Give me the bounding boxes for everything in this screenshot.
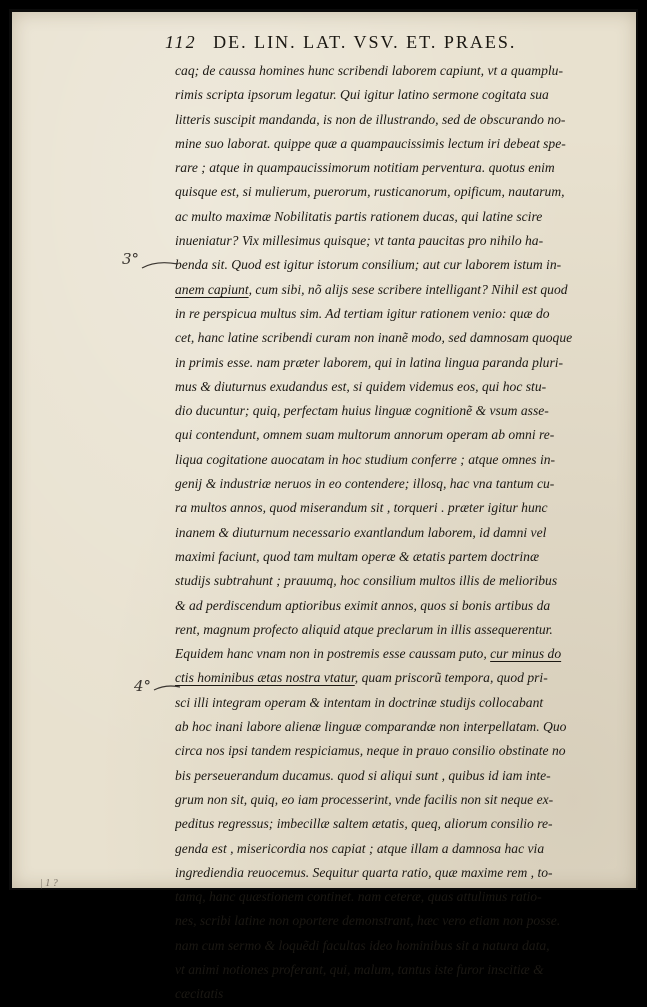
text-line: bis perseuerandum ducamus. quod si aliqui sunt , quibus id iam inte-	[175, 767, 551, 783]
page-number: 112	[165, 32, 197, 52]
text-line: cæcitatis	[175, 986, 224, 1002]
text-line: genij & industriæ neruos in eo contendere; illosq, hac vna tantum cu-	[175, 476, 555, 492]
text-line: dio ducuntur; quiq, perfectam huius linguæ cognitionẽ & vsum asse-	[175, 403, 549, 419]
underlined-phrase: anem capiunt	[175, 281, 249, 297]
running-header	[165, 32, 605, 58]
text-line: inueniatur? Vix millesimus quisque; vt tanta paucitas pro nihilo ha-	[175, 233, 544, 249]
text-line: rent, magnum profecto aliquid atque preclarum in illis assequerentur.	[175, 621, 553, 637]
text-line: & ad perdiscendum aptioribus eximit annos, quos si bonis artibus da	[175, 597, 551, 613]
running-title: DE. LIN. LAT. VSV. ET. PRAES.	[213, 32, 517, 52]
text-line: litteris suscipit mandanda, is non de illustrando, sed de obscurando no-	[175, 111, 566, 127]
text-line: circa nos ipsi tandem respiciamus, neque in prauo consilio obstinate no	[175, 743, 566, 759]
text-line: ab hoc inani labore alienæ linguæ comparandæ non interpellatam. Quo	[175, 719, 567, 735]
text-line: quisque est, si mulierum, puerorum, rusticanorum, opificum, nautarum,	[175, 184, 565, 200]
text-line: nam cum sermo & loquẽdi facultas ideo hominibus sit a natura data,	[175, 937, 550, 953]
text-line: peditus regressus; imbecillæ saltem ætatis, queq, aliorum consilio re-	[175, 816, 553, 832]
handwritten-stroke	[140, 258, 180, 272]
text-line: sci illi integram operam & intentam in doctrinæ studijs collocabant	[175, 694, 544, 710]
text-line: in re perspicua multus sim. Ad tertiam igitur rationem venio: quæ do	[175, 305, 550, 321]
text-line: benda sit. Quod est igitur istorum consilium; aut cur laborem istum in-	[175, 257, 562, 273]
text-line: ra multos annos, quod miserandum sit , torqueri . præter igitur hunc	[175, 500, 548, 516]
underlined-phrase: cur minus do	[490, 646, 562, 662]
text-line: studijs subtrahunt ; prauumq, hoc consilium multos illis de melioribus	[175, 573, 558, 589]
text-line: anem capiunt, cum sibi, nõ alijs sese scribere intelligant? Nihil est quod	[175, 281, 568, 297]
text-line: qui contendunt, omnem suam multorum annorum operam ab omni re-	[175, 427, 555, 443]
text-line: genda est , misericordia nos capiat ; atque illam a damnosa hac via	[175, 840, 545, 856]
corner-mark: | 1 ?	[40, 878, 58, 889]
text-line: ac multo maximæ Nobilitatis partis rationem ducas, qui latine scire	[175, 208, 543, 224]
body-text	[175, 59, 622, 1007]
text-line: cet, hanc latine scribendi curam non inanẽ modo, sed damnosam quoque	[175, 330, 573, 346]
text-line: ingrediendia reuocemus. Sequitur quarta ratio, quæ maxime rem , to-	[175, 864, 553, 880]
text-line: in primis esse. nam præter laborem, qui in latina lingua paranda pluri-	[175, 354, 564, 370]
text-line: grum non sit, quiq, eo iam processerint, vnde facilis non sit neque ex-	[175, 791, 554, 807]
text-line: ctis hominibus ætas nostra vtatur, quam priscorũ tempora, quod pri-	[175, 670, 548, 686]
margin-note-4: 4°	[134, 677, 152, 695]
text-line: vt animi notiones proferant, qui, malum, tantus iste furor inscitiæ &	[175, 961, 544, 977]
text-line: mine suo laborat. quippe quæ a quampaucissimis lectum iri debeat spe-	[175, 135, 566, 151]
margin-note-3: 3°	[122, 250, 140, 268]
text-line: caq; de caussa homines hunc scribendi laborem capiunt, vt a quamplu-	[175, 63, 563, 78]
book-page	[12, 12, 636, 1002]
text-line: inanem & diuturnum necessario exantlandum laborem, id damni vel	[175, 524, 547, 540]
text-line: liqua cogitatione auocatam in hoc studium conferre ; atque omnes in-	[175, 451, 556, 467]
text-line: maximi faciunt, quod tam multam operæ & ætatis partem doctrinæ	[175, 548, 540, 564]
text-line: nes, scribi latine non oportere demonstrant, hæc vero etiam non posse.	[175, 913, 561, 929]
text-line: rimis scripta ipsorum legatur. Qui igitur latino sermone cogitata sua	[175, 87, 549, 103]
text-line: rare ; atque in quampaucissimorum notitiam perventura. quotus enim	[175, 160, 555, 176]
text-line: mus & diuturnus exudandus est, si quidem videmus eos, qui hoc stu-	[175, 378, 547, 394]
underlined-phrase: ctis hominibus ætas nostra vtatur	[175, 670, 355, 686]
text-line: tamq, hanc quæstionem continet. nam ceteræ, quas attulimus ratio-	[175, 889, 542, 905]
text-line: Equidem hanc vnam non in postremis esse caussam puto, cur minus do	[175, 646, 562, 662]
